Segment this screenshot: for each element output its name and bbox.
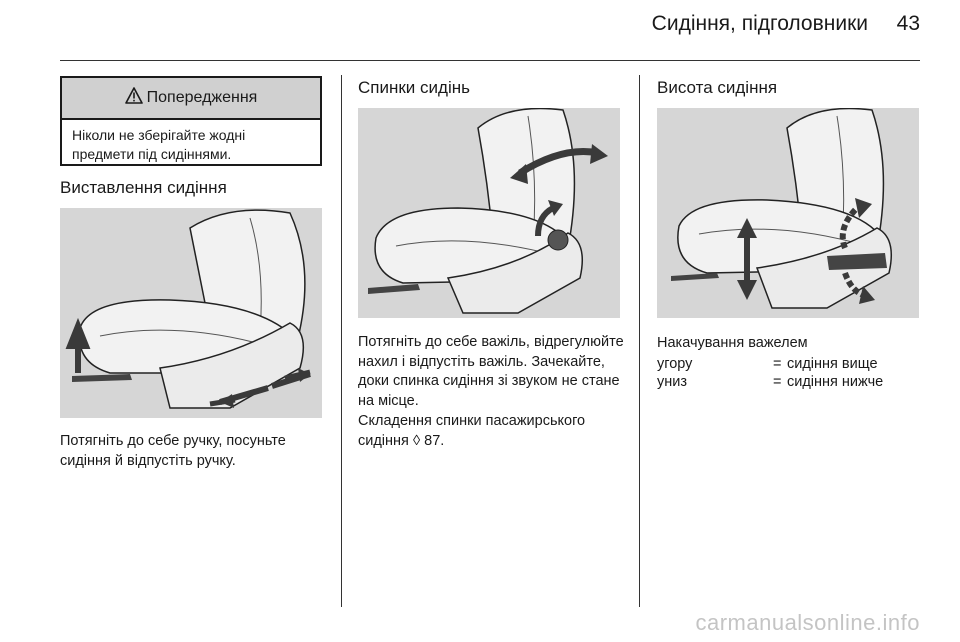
warning-triangle-icon xyxy=(125,87,143,109)
column-rule-2 xyxy=(639,75,640,607)
page-reference-number: 87. xyxy=(424,432,445,449)
seat-adjust-caption: Потягніть до себе ручку, посуньте сидіння й відпустіть ручку. xyxy=(60,433,286,469)
warning-text: Ніколи не зберігайте жодні предмети під сидіннями. xyxy=(72,127,246,162)
backrest-heading: Спинки сидінь xyxy=(358,78,470,97)
row-term: угору xyxy=(657,356,693,372)
warning-header xyxy=(62,78,320,120)
seat-height-heading: Висота сидіння xyxy=(657,78,778,97)
row-sep: = xyxy=(773,356,782,372)
seat-adjust-figure xyxy=(60,208,322,418)
backrest-figure xyxy=(358,108,620,318)
row-sep: = xyxy=(773,374,782,390)
backrest-para-2 xyxy=(358,412,628,451)
column-rule-1 xyxy=(341,75,342,607)
backrest-para-1: Потягніть до себе важіль, відрегулюйте нахил і відпустіть важіль. Зачекайте, доки спинка сидіння зі звуком не стане на місце. xyxy=(358,334,624,409)
seat-adjust-heading: Виставлення сидіння xyxy=(60,178,227,197)
warning-box xyxy=(60,76,322,166)
row-desc: сидіння нижче xyxy=(787,374,884,390)
header-rule xyxy=(60,60,920,61)
backrest-para-2-text: Складення спинки пасажирського сидіння xyxy=(358,413,586,449)
warning-title: Попередження xyxy=(146,89,258,106)
seat-height-intro: Накачування важелем xyxy=(657,335,808,351)
running-header: Сидіння, підголовники xyxy=(651,12,868,35)
row-term: униз xyxy=(657,374,688,390)
page-number: 43 xyxy=(896,12,920,35)
row-desc: сидіння вище xyxy=(787,356,878,372)
seat-height-figure xyxy=(657,108,919,318)
page-reference-icon: ◊ xyxy=(412,432,421,449)
watermark: carmanualsonline.info xyxy=(695,610,920,635)
